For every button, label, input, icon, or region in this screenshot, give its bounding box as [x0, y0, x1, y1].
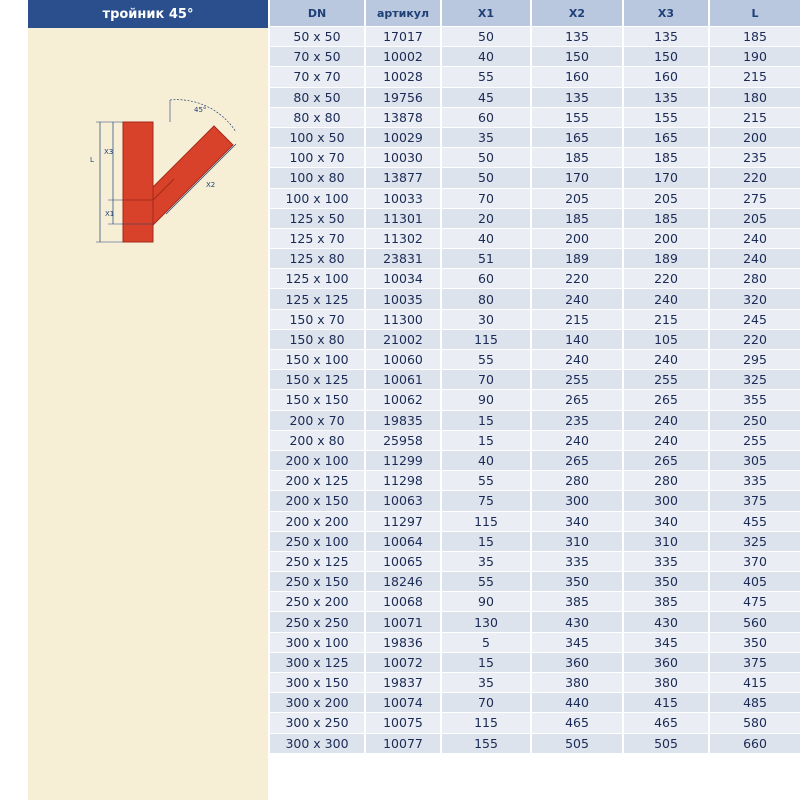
- table-cell: 11302: [364, 228, 440, 248]
- table-header-row: [268, 0, 800, 26]
- table-cell: 21002: [364, 329, 440, 349]
- table-row: [268, 712, 800, 732]
- table-cell: 300: [622, 490, 708, 510]
- table-cell: 10002: [364, 46, 440, 66]
- table-cell: 335: [708, 470, 800, 490]
- table-cell: 245: [708, 309, 800, 329]
- table-cell: 10072: [364, 652, 440, 672]
- table-cell: 660: [708, 733, 800, 753]
- table-cell: 300 x 250: [268, 712, 364, 732]
- table-cell: 310: [622, 531, 708, 551]
- table-cell: 100 x 70: [268, 147, 364, 167]
- table-cell: 155: [530, 107, 622, 127]
- table-cell: 70 x 70: [268, 66, 364, 86]
- table-row: [268, 288, 800, 308]
- table-cell: 115: [440, 712, 530, 732]
- table-cell: 300: [530, 490, 622, 510]
- table-cell: 11300: [364, 309, 440, 329]
- dim-label-X2: X2: [206, 181, 216, 189]
- table-row: [268, 228, 800, 248]
- table-row: [268, 66, 800, 86]
- table-row: [268, 490, 800, 510]
- table-cell: 240: [530, 430, 622, 450]
- table-cell: 150: [530, 46, 622, 66]
- table-cell: 13878: [364, 107, 440, 127]
- table-cell: 150 x 80: [268, 329, 364, 349]
- diagram-area: [28, 28, 268, 800]
- table-row: [268, 611, 800, 631]
- table-cell: 200 x 125: [268, 470, 364, 490]
- table-cell: 189: [530, 248, 622, 268]
- dimensions-table: [268, 0, 800, 753]
- table-cell: 200 x 150: [268, 490, 364, 510]
- table-cell: 205: [622, 188, 708, 208]
- table-cell: 250: [708, 410, 800, 430]
- table-cell: 35: [440, 672, 530, 692]
- table-cell: 55: [440, 66, 530, 86]
- table-cell: 19837: [364, 672, 440, 692]
- table-cell: 13877: [364, 167, 440, 187]
- table-cell: 10030: [364, 147, 440, 167]
- table-cell: 235: [530, 410, 622, 430]
- table-cell: 10068: [364, 591, 440, 611]
- table-cell: 10061: [364, 369, 440, 389]
- table-row: [268, 248, 800, 268]
- table-cell: 185: [622, 208, 708, 228]
- table-cell: 415: [708, 672, 800, 692]
- table-cell: 190: [708, 46, 800, 66]
- table-cell: 140: [530, 329, 622, 349]
- table-cell: 345: [530, 632, 622, 652]
- table-cell: 265: [530, 450, 622, 470]
- table-cell: 250 x 100: [268, 531, 364, 551]
- table-cell: 200 x 200: [268, 511, 364, 531]
- table-cell: 51: [440, 248, 530, 268]
- table-cell: 350: [530, 571, 622, 591]
- table-cell: 11297: [364, 511, 440, 531]
- table-cell: 80 x 50: [268, 87, 364, 107]
- table-cell: 165: [622, 127, 708, 147]
- table-cell: 40: [440, 228, 530, 248]
- table-cell: 380: [622, 672, 708, 692]
- table-row: [268, 430, 800, 450]
- table-row: [268, 87, 800, 107]
- table-body: [268, 26, 800, 753]
- table-cell: 40: [440, 46, 530, 66]
- dim-label-L: L: [90, 156, 94, 164]
- table-cell: 350: [622, 571, 708, 591]
- table-cell: 250 x 125: [268, 551, 364, 571]
- table-cell: 125 x 100: [268, 268, 364, 288]
- table-cell: 310: [530, 531, 622, 551]
- table-cell: 250 x 200: [268, 591, 364, 611]
- table-cell: 5: [440, 632, 530, 652]
- tee-fitting-diagram: [86, 92, 256, 252]
- table-cell: 200 x 100: [268, 450, 364, 470]
- table-cell: 385: [622, 591, 708, 611]
- table-cell: 80 x 80: [268, 107, 364, 127]
- table-cell: 455: [708, 511, 800, 531]
- table-cell: 220: [530, 268, 622, 288]
- table-cell: 50: [440, 167, 530, 187]
- table-cell: 125 x 70: [268, 228, 364, 248]
- table-cell: 200: [622, 228, 708, 248]
- table-cell: 335: [530, 551, 622, 571]
- table-cell: 200 x 80: [268, 430, 364, 450]
- table-cell: 10034: [364, 268, 440, 288]
- table-cell: 160: [530, 66, 622, 86]
- table-cell: 385: [530, 591, 622, 611]
- table-cell: 10077: [364, 733, 440, 753]
- table-cell: 200: [530, 228, 622, 248]
- table-cell: 185: [530, 147, 622, 167]
- table-cell: 130: [440, 611, 530, 631]
- table-cell: 345: [622, 632, 708, 652]
- table-cell: 35: [440, 551, 530, 571]
- table-cell: 220: [708, 329, 800, 349]
- table-cell: 10065: [364, 551, 440, 571]
- table-cell: 30: [440, 309, 530, 329]
- table-cell: 10062: [364, 389, 440, 409]
- table-cell: 240: [708, 248, 800, 268]
- table-cell: 350: [708, 632, 800, 652]
- table-cell: 375: [708, 490, 800, 510]
- table-cell: 20: [440, 208, 530, 228]
- table-cell: 11298: [364, 470, 440, 490]
- table-cell: 405: [708, 571, 800, 591]
- table-cell: 370: [708, 551, 800, 571]
- table-cell: 380: [530, 672, 622, 692]
- table-row: [268, 591, 800, 611]
- table-cell: 70: [440, 369, 530, 389]
- product-title: тройник 45°: [28, 0, 268, 28]
- table-cell: 200 x 70: [268, 410, 364, 430]
- table-cell: 305: [708, 450, 800, 470]
- column-header: X3: [622, 0, 708, 26]
- table-cell: 250 x 250: [268, 611, 364, 631]
- table-cell: 18246: [364, 571, 440, 591]
- table-cell: 340: [622, 511, 708, 531]
- table-cell: 160: [622, 66, 708, 86]
- table-row: [268, 450, 800, 470]
- table-cell: 185: [530, 208, 622, 228]
- table-cell: 505: [530, 733, 622, 753]
- table-cell: 300 x 125: [268, 652, 364, 672]
- table-cell: 60: [440, 107, 530, 127]
- table-cell: 15: [440, 652, 530, 672]
- table-cell: 485: [708, 692, 800, 712]
- table-cell: 320: [708, 288, 800, 308]
- table-cell: 255: [530, 369, 622, 389]
- table-cell: 11299: [364, 450, 440, 470]
- pipe-shape: [123, 92, 233, 242]
- table-cell: 115: [440, 329, 530, 349]
- table-cell: 205: [708, 208, 800, 228]
- table-cell: 170: [530, 167, 622, 187]
- table-cell: 200: [708, 127, 800, 147]
- table-cell: 15: [440, 430, 530, 450]
- table-row: [268, 369, 800, 389]
- column-header: артикул: [364, 0, 440, 26]
- table-cell: 23831: [364, 248, 440, 268]
- angle-arc: [170, 100, 236, 132]
- table-cell: 125 x 80: [268, 248, 364, 268]
- table-row: [268, 147, 800, 167]
- table-cell: 235: [708, 147, 800, 167]
- table-cell: 35: [440, 127, 530, 147]
- table-cell: 155: [440, 733, 530, 753]
- table-cell: 265: [622, 450, 708, 470]
- table-cell: 240: [622, 430, 708, 450]
- table-row: [268, 551, 800, 571]
- table-row: [268, 349, 800, 369]
- dim-label-X1: X1: [105, 210, 115, 218]
- table-row: [268, 733, 800, 753]
- table-cell: 215: [530, 309, 622, 329]
- table-cell: 15: [440, 531, 530, 551]
- table-cell: 280: [622, 470, 708, 490]
- table-cell: 135: [622, 87, 708, 107]
- table-row: [268, 46, 800, 66]
- table-cell: 150 x 70: [268, 309, 364, 329]
- table-row: [268, 329, 800, 349]
- table-cell: 155: [622, 107, 708, 127]
- table-cell: 115: [440, 511, 530, 531]
- column-header: X1: [440, 0, 530, 26]
- table-cell: 189: [622, 248, 708, 268]
- table-cell: 19756: [364, 87, 440, 107]
- table-row: [268, 511, 800, 531]
- table-cell: 10064: [364, 531, 440, 551]
- table-cell: 240: [530, 288, 622, 308]
- table-cell: 300 x 100: [268, 632, 364, 652]
- table-cell: 150 x 100: [268, 349, 364, 369]
- table-cell: 10071: [364, 611, 440, 631]
- table-cell: 10063: [364, 490, 440, 510]
- table-cell: 295: [708, 349, 800, 369]
- table-cell: 325: [708, 531, 800, 551]
- column-header: DN: [268, 0, 364, 26]
- table-cell: 60: [440, 268, 530, 288]
- table-cell: 240: [530, 349, 622, 369]
- table-cell: 255: [622, 369, 708, 389]
- table-cell: 135: [622, 26, 708, 46]
- table-cell: 50 x 50: [268, 26, 364, 46]
- table-row: [268, 410, 800, 430]
- table-cell: 300 x 150: [268, 672, 364, 692]
- table-cell: 240: [622, 410, 708, 430]
- table-cell: 465: [622, 712, 708, 732]
- table-cell: 100 x 50: [268, 127, 364, 147]
- table-cell: 430: [530, 611, 622, 631]
- table-row: [268, 692, 800, 712]
- table-cell: 220: [622, 268, 708, 288]
- table-row: [268, 571, 800, 591]
- table-cell: 220: [708, 167, 800, 187]
- table-cell: 75: [440, 490, 530, 510]
- dim-label-X3: X3: [104, 148, 114, 156]
- table-cell: 355: [708, 389, 800, 409]
- table-row: [268, 652, 800, 672]
- table-cell: 55: [440, 571, 530, 591]
- table-row: [268, 107, 800, 127]
- table-cell: 265: [622, 389, 708, 409]
- table-cell: 170: [622, 167, 708, 187]
- table-row: [268, 268, 800, 288]
- table-cell: 165: [530, 127, 622, 147]
- table-row: [268, 167, 800, 187]
- table-row: [268, 309, 800, 329]
- table-cell: 10028: [364, 66, 440, 86]
- table-cell: 125 x 125: [268, 288, 364, 308]
- table-cell: 205: [530, 188, 622, 208]
- table-cell: 415: [622, 692, 708, 712]
- table-row: [268, 470, 800, 490]
- table-cell: 10060: [364, 349, 440, 369]
- table-cell: 40: [440, 450, 530, 470]
- table-cell: 250 x 150: [268, 571, 364, 591]
- table-cell: 150 x 150: [268, 389, 364, 409]
- table-cell: 275: [708, 188, 800, 208]
- table-cell: 100 x 80: [268, 167, 364, 187]
- table-cell: 150 x 125: [268, 369, 364, 389]
- table-row: [268, 632, 800, 652]
- table-cell: 10074: [364, 692, 440, 712]
- table-row: [268, 531, 800, 551]
- table-cell: 180: [708, 87, 800, 107]
- table-cell: 50: [440, 26, 530, 46]
- table-cell: 580: [708, 712, 800, 732]
- table-cell: 45: [440, 87, 530, 107]
- table-cell: 10029: [364, 127, 440, 147]
- table-cell: 240: [708, 228, 800, 248]
- table-cell: 325: [708, 369, 800, 389]
- table-cell: 150: [622, 46, 708, 66]
- table-cell: 215: [622, 309, 708, 329]
- table-cell: 185: [708, 26, 800, 46]
- table-cell: 185: [622, 147, 708, 167]
- table-cell: 340: [530, 511, 622, 531]
- table-cell: 475: [708, 591, 800, 611]
- table-cell: 55: [440, 349, 530, 369]
- table-cell: 240: [622, 288, 708, 308]
- table-cell: 70: [440, 692, 530, 712]
- table-cell: 19836: [364, 632, 440, 652]
- table-cell: 430: [622, 611, 708, 631]
- table-cell: 105: [622, 329, 708, 349]
- table-cell: 100 x 100: [268, 188, 364, 208]
- table-cell: 465: [530, 712, 622, 732]
- table-cell: 25958: [364, 430, 440, 450]
- table-cell: 265: [530, 389, 622, 409]
- table-cell: 19835: [364, 410, 440, 430]
- table-cell: 135: [530, 87, 622, 107]
- table-cell: 15: [440, 410, 530, 430]
- table-cell: 80: [440, 288, 530, 308]
- table-cell: 360: [530, 652, 622, 672]
- table-cell: 70: [440, 188, 530, 208]
- table-cell: 300 x 300: [268, 733, 364, 753]
- table-cell: 215: [708, 107, 800, 127]
- table-cell: 240: [622, 349, 708, 369]
- table-cell: 280: [530, 470, 622, 490]
- table-row: [268, 672, 800, 692]
- table-cell: 215: [708, 66, 800, 86]
- table-cell: 125 x 50: [268, 208, 364, 228]
- table-cell: 440: [530, 692, 622, 712]
- table-cell: 17017: [364, 26, 440, 46]
- table-cell: 280: [708, 268, 800, 288]
- table-row: [268, 188, 800, 208]
- table-cell: 255: [708, 430, 800, 450]
- product-panel: [28, 0, 268, 800]
- table-cell: 90: [440, 389, 530, 409]
- table-row: [268, 26, 800, 46]
- table-cell: 505: [622, 733, 708, 753]
- table-cell: 70 x 50: [268, 46, 364, 66]
- table-cell: 375: [708, 652, 800, 672]
- table-cell: 10035: [364, 288, 440, 308]
- table-cell: 90: [440, 591, 530, 611]
- table-cell: 55: [440, 470, 530, 490]
- table-cell: 300 x 200: [268, 692, 364, 712]
- angle-label: 45°: [194, 106, 207, 114]
- table-cell: 11301: [364, 208, 440, 228]
- table-cell: 10075: [364, 712, 440, 732]
- table-row: [268, 127, 800, 147]
- table-row: [268, 389, 800, 409]
- column-header: X2: [530, 0, 622, 26]
- table-row: [268, 208, 800, 228]
- table-cell: 560: [708, 611, 800, 631]
- table-cell: 10033: [364, 188, 440, 208]
- table-cell: 335: [622, 551, 708, 571]
- table-cell: 360: [622, 652, 708, 672]
- column-header: L: [708, 0, 800, 26]
- table-cell: 50: [440, 147, 530, 167]
- table-cell: 135: [530, 26, 622, 46]
